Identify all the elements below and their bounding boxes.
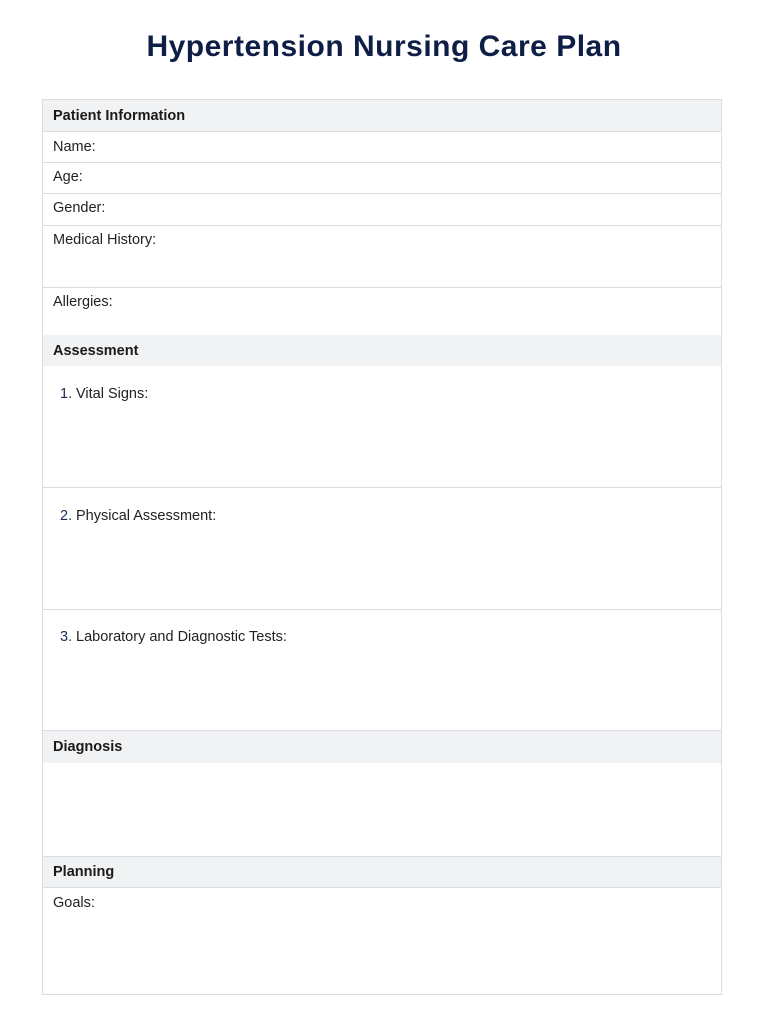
section-header-label: Planning [53, 864, 115, 880]
list-item-label: Laboratory and Diagnostic Tests: [76, 629, 287, 645]
field-allergies[interactable] [43, 288, 721, 335]
list-number: 2. [60, 508, 73, 524]
section-header-patient-information [43, 100, 721, 132]
field-age[interactable] [43, 163, 721, 194]
field-label-goals: Goals: [53, 895, 95, 911]
section-header-label: Patient Information [53, 107, 186, 124]
field-label-medical-history: Medical History: [53, 232, 157, 248]
diagnosis-content-area[interactable] [43, 763, 721, 857]
field-label-allergies: Allergies: [53, 294, 113, 310]
list-number: 1. [60, 386, 73, 402]
section-header-label: Diagnosis [53, 739, 123, 755]
field-medical-history[interactable] [43, 226, 721, 288]
list-item-label: Vital Signs: [76, 386, 149, 402]
assessment-item-vital-signs[interactable] [43, 366, 721, 488]
list-number: 3. [60, 629, 73, 645]
field-goals[interactable] [43, 888, 721, 994]
assessment-item-laboratory-tests[interactable] [43, 610, 721, 731]
field-label-gender: Gender: [53, 200, 106, 216]
list-item-label: Physical Assessment: [76, 508, 217, 524]
field-name[interactable] [43, 132, 721, 163]
page-title: Hypertension Nursing Care Plan [146, 30, 622, 63]
care-plan-form [42, 99, 722, 995]
section-header-planning [43, 857, 721, 888]
section-header-diagnosis [43, 731, 721, 763]
field-label-age: Age: [53, 169, 83, 185]
assessment-item-physical-assessment[interactable] [43, 488, 721, 610]
section-header-label: Assessment [53, 342, 139, 359]
section-header-assessment [43, 335, 721, 366]
field-label-name: Name: [53, 139, 96, 155]
field-gender[interactable] [43, 194, 721, 226]
